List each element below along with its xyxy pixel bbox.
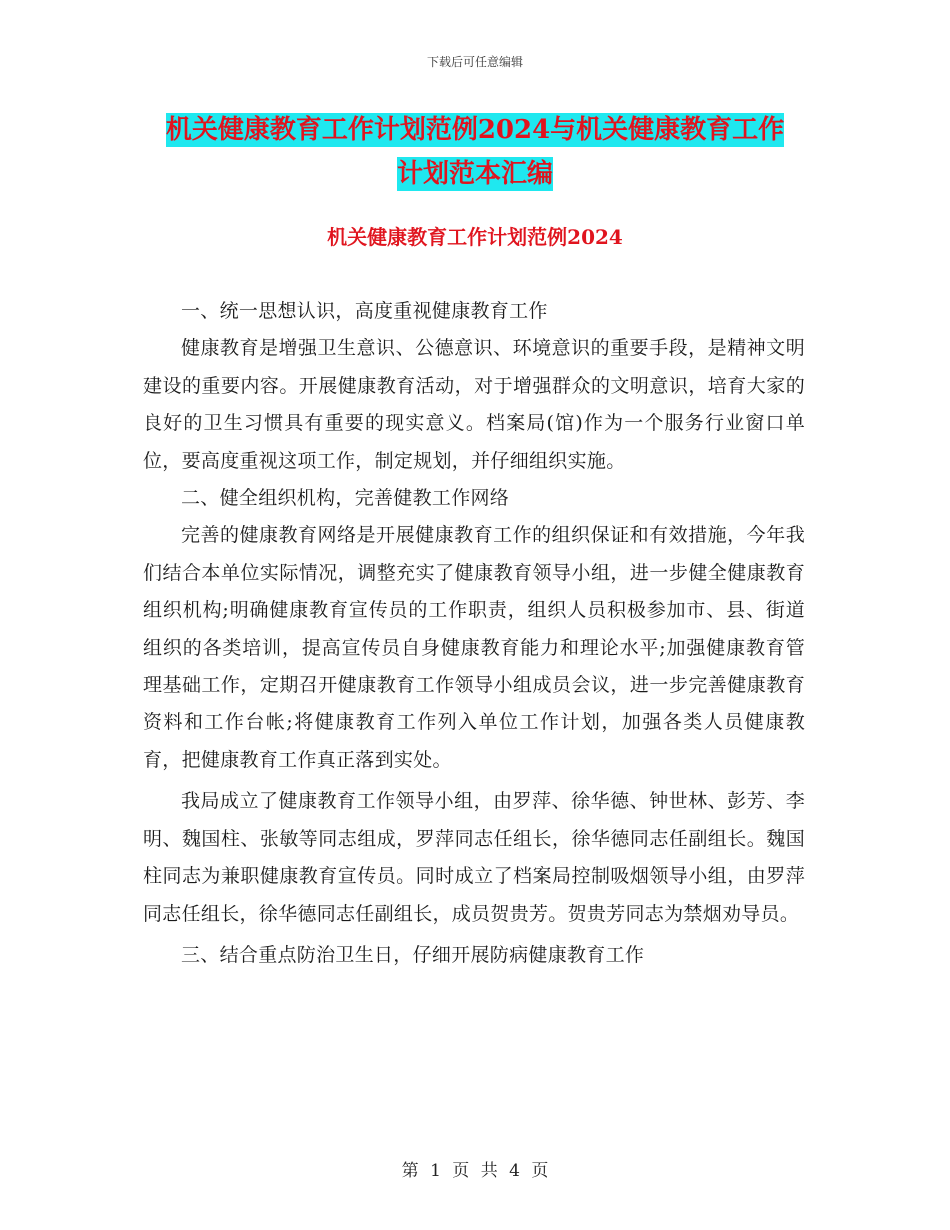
heading-section-3: 三、结合重点防治卫生日，仔细开展防病健康教育工作: [181, 943, 645, 966]
title-highlight-1: 机关健康教育工作计划范例2024与机关健康教育工作: [165, 115, 785, 145]
page-header-note: 下载后可任意编辑: [426, 55, 523, 69]
heading-section-2: 二、健全组织机构，完善健教工作网络: [181, 487, 510, 510]
page-number-footer: 第 1 页 共 4 页: [401, 1161, 549, 1181]
paragraph-2: 完善的健康教育网络是开展健康教育工作的组织保证和有效措施，今年我们结合本单位实际情况，调整充实了健康教育领导小组，进一步健全健康教育组织机构;明确健康教育宣传员的工作职责，组织人员积极参加市、县、街道组织的各类培训，提高宣传员自身健康教育能力和理论水平;加强健康教育管理基础工作，定期召开健康教育工作领导小组成员会议，进一步完善健康教育资料和工作台帐;将健康教育工作列入单位工作计划，加强各类人员健康教育，把健康教育工作真正落到实处。: [143, 524, 805, 771]
document-body: [143, 293, 805, 974]
title-highlight-2: 计划范本汇编: [396, 159, 553, 189]
heading-section-1: 一、统一思想认识，高度重视健康教育工作: [181, 300, 548, 322]
section-subtitle: 机关健康教育工作计划范例2024: [327, 225, 623, 249]
paragraph-3: 我局成立了健康教育工作领导小组，由罗萍、徐华德、钟世林、彭芳、李明、魏国柱、张敏等同志组成，罗萍同志任组长，徐华德同志任副组长。魏国柱同志为兼职健康教育宣传员。同时成立了档案局控制吸烟领导小组，由罗萍同志任组长，徐华德同志任副组长，成员贺贵芳。贺贵芳同志为禁烟劝导员。: [143, 790, 805, 925]
document-title-line2: [0, 148, 950, 200]
paragraph-1: 健康教育是增强卫生意识、公德意识、环境意识的重要手段，是精神文明建设的重要内容。开展健康教育活动，对于增强群众的文明意识，培育大家的良好的卫生习惯具有重要的现实意义。档案局(馆)作为一个服务行业窗口单位，要高度重视这项工作，制定规划，并仔细组织实施。: [143, 337, 805, 472]
